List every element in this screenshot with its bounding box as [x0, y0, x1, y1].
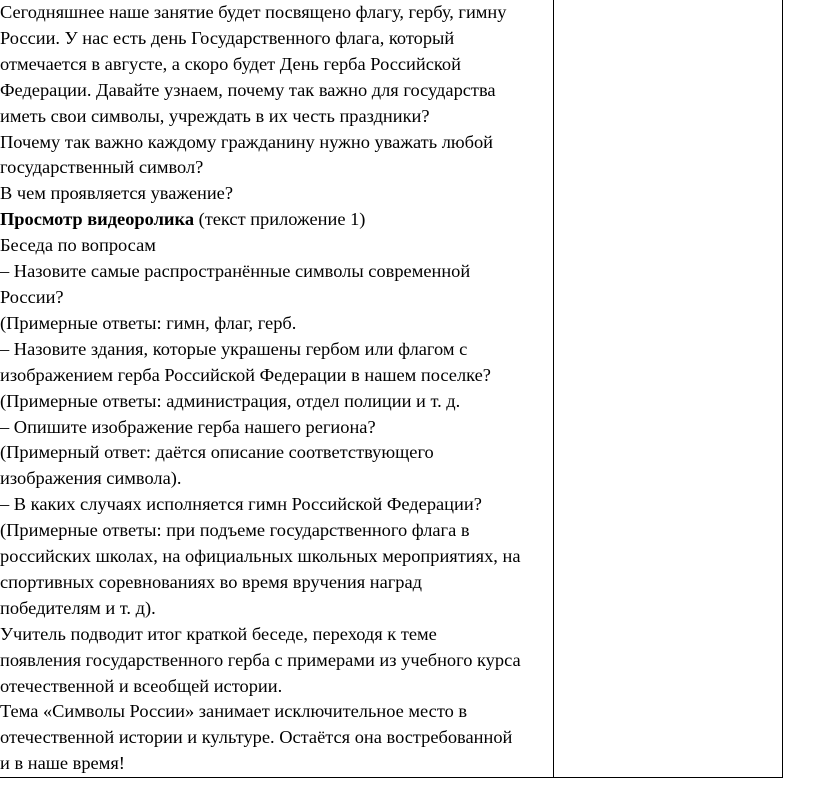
text-line: Сегодняшнее наше занятие будет посвящено флагу, гербу, гимну — [0, 2, 507, 22]
text-line: – Назовите самые распространённые символы современной — [0, 261, 471, 282]
text-line: Почему так важно каждому гражданину нужно уважать любой — [0, 131, 494, 152]
text-line: изображением герба Российской Федерации в нашем поселке? — [0, 364, 491, 385]
text-line: России? — [0, 286, 64, 307]
empty-notes-cell — [554, 0, 783, 778]
text-line: Беседа по вопросам — [0, 235, 156, 256]
text-line: иметь свои символы, учреждать в их честь праздники? — [0, 105, 430, 126]
text-line: отечественной и всеобщей истории. — [0, 675, 283, 696]
text-line: спортивных соревнованиях во время вручения наград — [0, 571, 423, 592]
text-line: победителям и т. д). — [0, 597, 156, 618]
text-line: – В каких случаях исполняется гимн Российской Федерации? — [0, 494, 482, 515]
text-line: (Примерные ответы: при подъеме государственного флага в — [0, 520, 470, 541]
text-line: Тема «Символы России» занимает исключительное место в — [0, 701, 468, 722]
text-line: отмечается в августе, а скоро будет День герба Российской — [0, 53, 461, 74]
video-note: (текст приложение 1) — [194, 209, 366, 230]
text-line: – Назовите здания, которые украшены гербом или флагом с — [0, 338, 468, 359]
text-line: изображения символа). — [0, 468, 182, 489]
text-line: – Опишите изображение герба нашего региона? — [0, 416, 376, 437]
text-line: (Примерный ответ: даётся описание соответствующего — [0, 442, 434, 463]
text-line: (Примерные ответы: гимн, флаг, герб. — [0, 312, 297, 333]
text-line: В чем проявляется уважение? — [0, 183, 234, 204]
text-line: появления государственного герба с примерами из учебного курса — [0, 649, 521, 670]
text-line: (Примерные ответы: администрация, отдел полиции и т. д. — [0, 390, 461, 411]
video-heading: Просмотр видеоролика — [0, 209, 195, 230]
text-line: отечественной истории и культуре. Остаётся она востребованной — [0, 727, 513, 748]
text-line: российских школах, на официальных школьных мероприятиях, на — [0, 546, 521, 567]
text-line: Учитель подводит итог краткой беседе, переходя к теме — [0, 623, 437, 644]
text-line: России. У нас есть день Государственного флага, который — [0, 27, 455, 48]
text-line — [0, 207, 553, 233]
text-line: и в наше время! — [0, 753, 125, 774]
text-line: Федерации. Давайте узнаем, почему так важно для государства — [0, 79, 496, 100]
text-line: государственный символ? — [0, 157, 204, 178]
